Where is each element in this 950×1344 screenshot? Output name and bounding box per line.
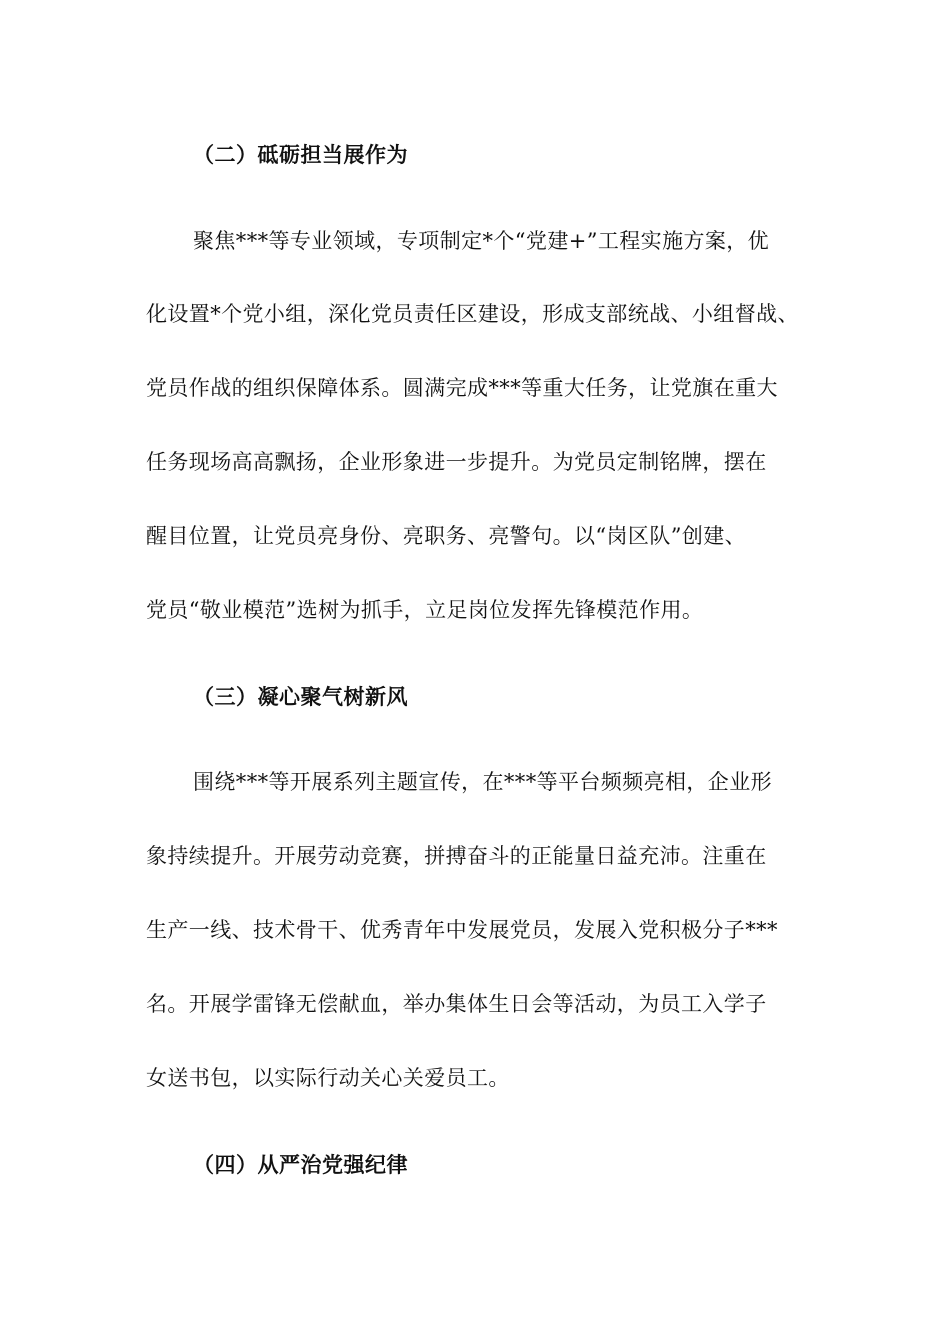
paragraph-line: 党员“敬业模范”选树为抓手，立足岗位发挥先锋模范作用。 — [146, 598, 704, 622]
paragraph-line: 名。开展学雷锋无偿献血，举办集体生日会等活动，为员工入学子 — [146, 992, 767, 1016]
section-heading-3: （三）凝心聚气树新风 — [193, 684, 408, 709]
section-heading-4: （四）从严治党强纪律 — [193, 1152, 408, 1177]
paragraph-line: 党员作战的组织保障体系。圆满完成***等重大任务，让党旗在重大 — [146, 376, 778, 400]
paragraph-line: 聚焦***等专业领域，专项制定*个“党建+”工程实施方案，优 — [193, 229, 770, 253]
paragraph-line: 生产一线、技术骨干、优秀青年中发展党员，发展入党积极分子*** — [146, 918, 778, 942]
paragraph-line: 任务现场高高飘扬，企业形象进一步提升。为党员定制铭牌，摆在 — [146, 450, 767, 474]
paragraph-line: 象持续提升。开展劳动竞赛，拼搏奋斗的正能量日益充沛。注重在 — [146, 844, 767, 868]
paragraph-line: 醒目位置，让党员亮身份、亮职务、亮警句。以“岗区队”创建、 — [146, 524, 747, 548]
section-heading-2: （二）砥砺担当展作为 — [193, 142, 408, 167]
paragraph-line: 化设置*个党小组，深化党员责任区建设，形成支部统战、小组督战、 — [146, 302, 799, 326]
paragraph-line: 围绕***等开展系列主题宣传，在***等平台频频亮相，企业形 — [193, 770, 772, 794]
paragraph-line: 女送书包，以实际行动关心关爱员工。 — [146, 1066, 510, 1090]
